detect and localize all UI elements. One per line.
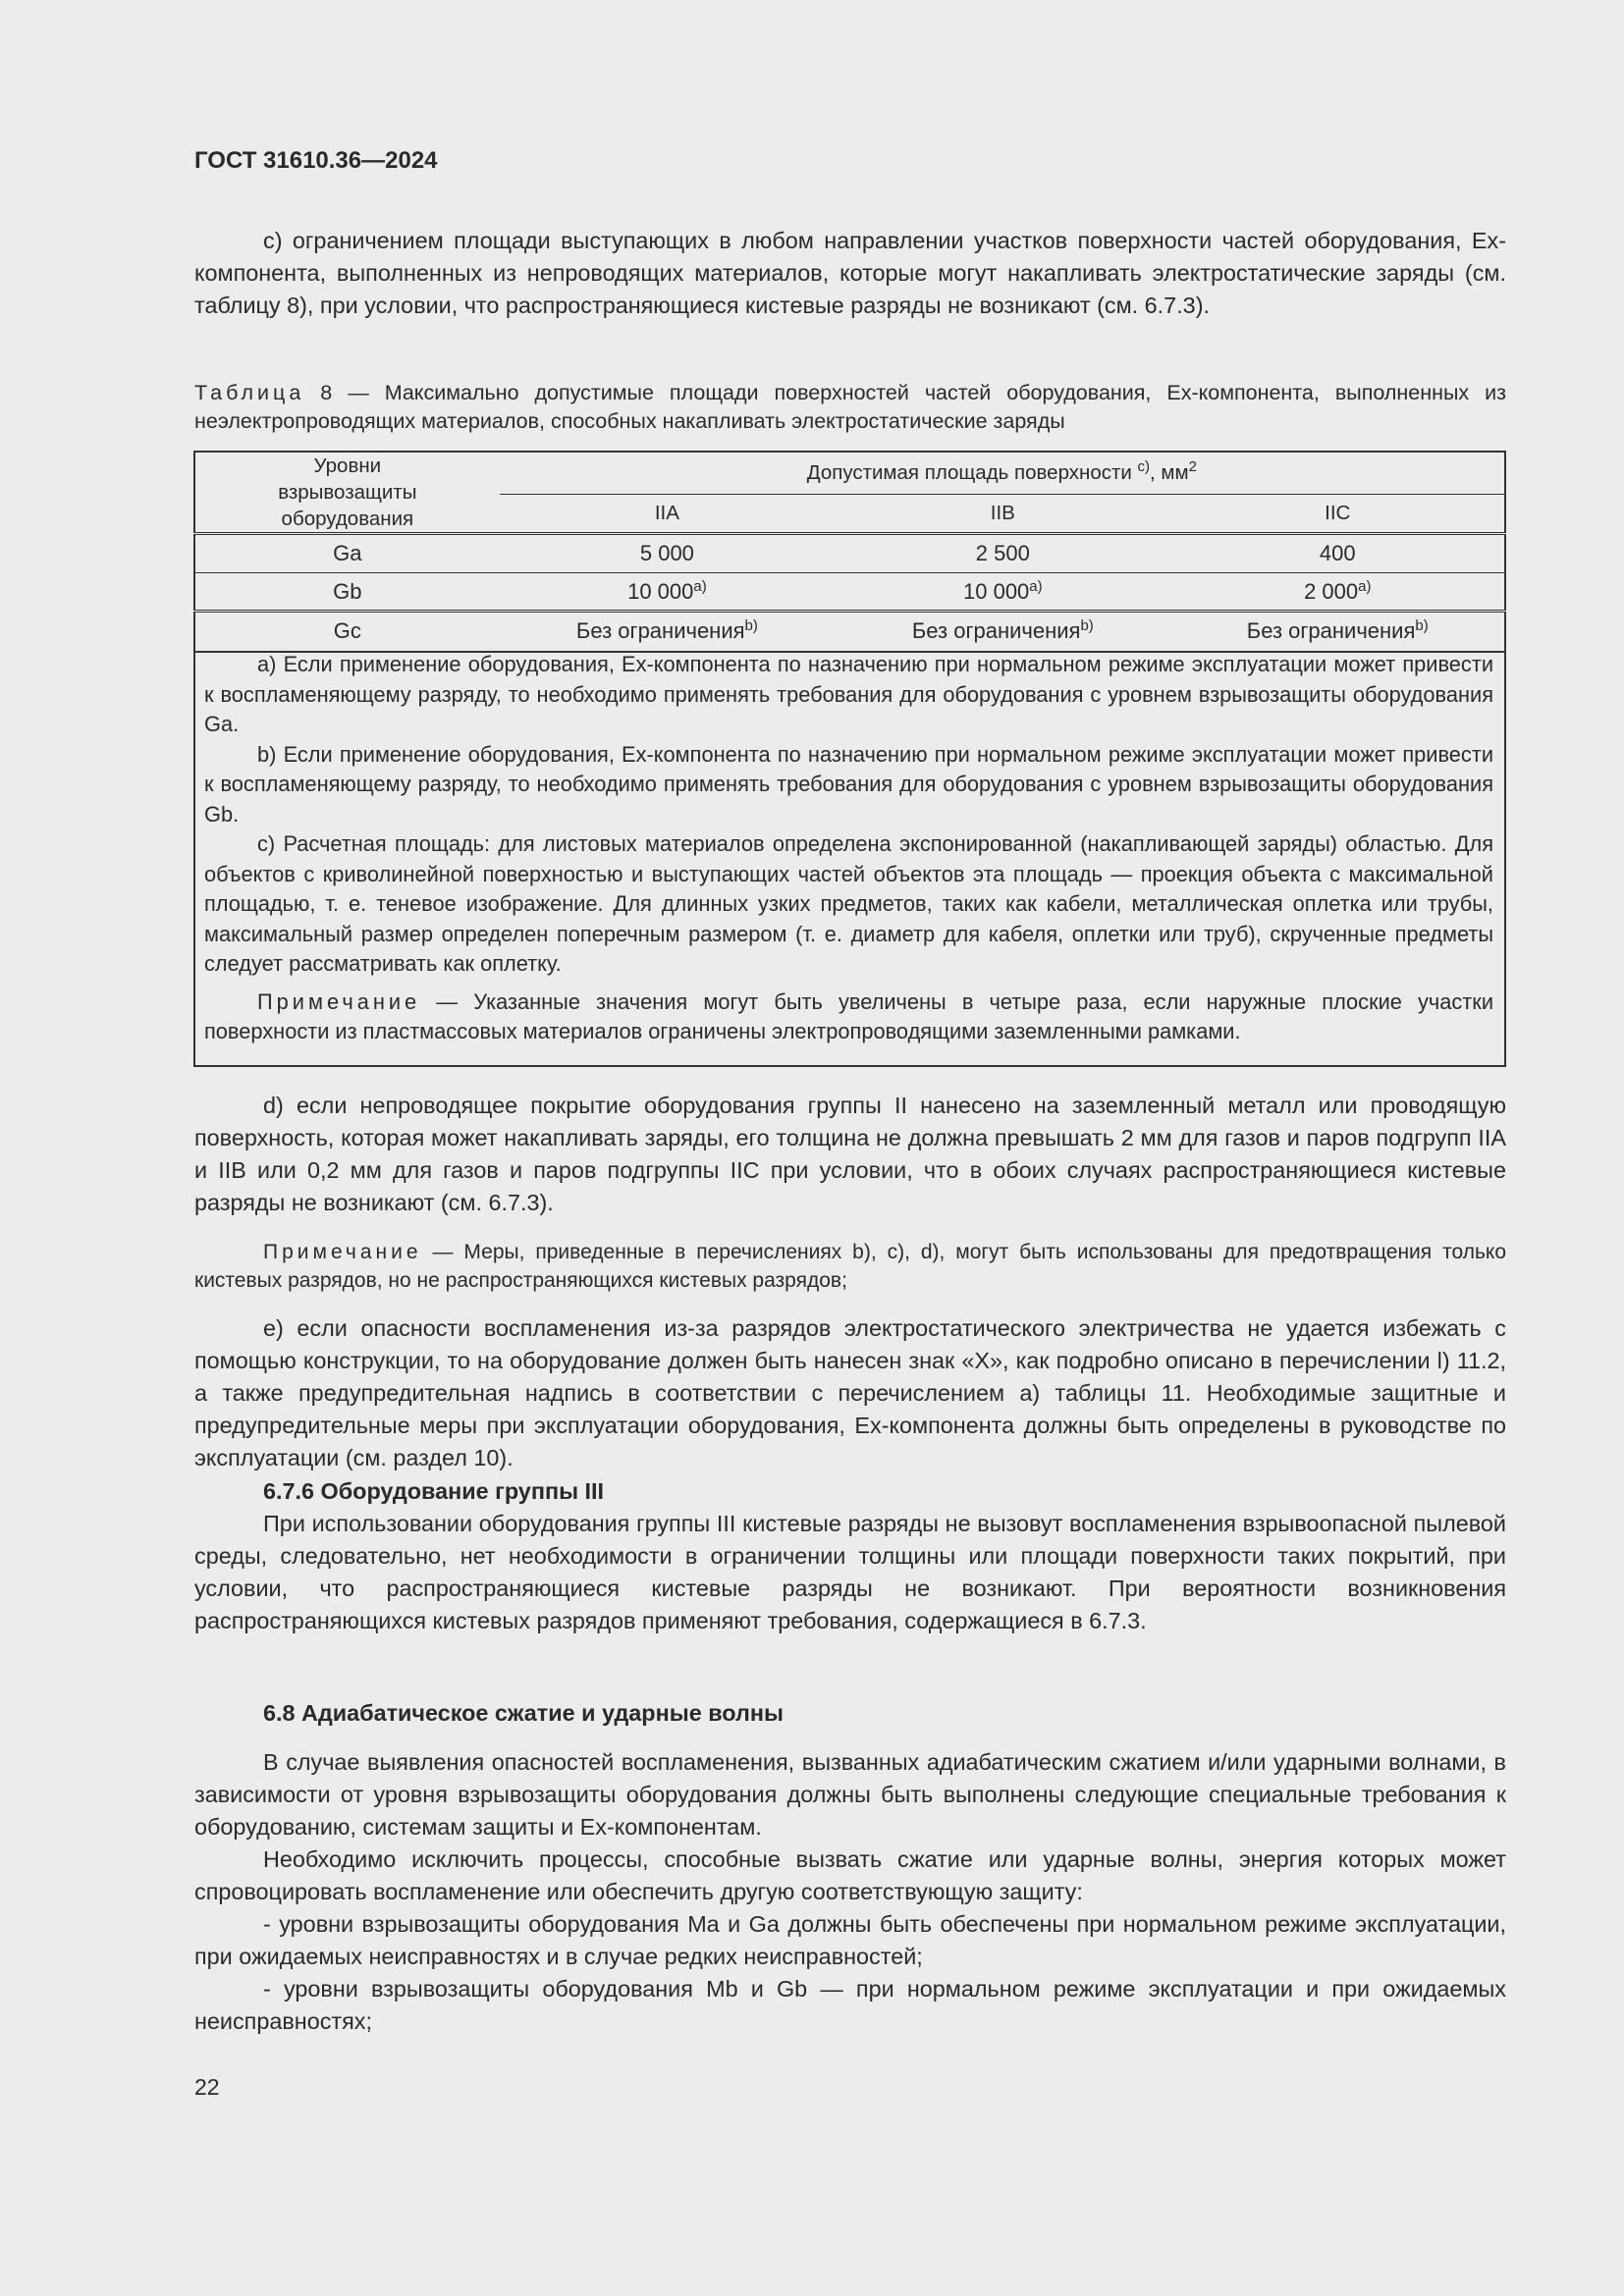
- subgroup-iic: IIC: [1325, 501, 1351, 524]
- table-header-level: [194, 452, 500, 534]
- value-cell: Без ограничения$^{b)}$: [500, 612, 835, 652]
- section-6-8-p1: В случае выявления опасностей воспламенения, вызванных адиабатическим сжатием и/или ударными волнами, в зависимости от уровня взрывозащиты оборудования должны быть выполнены следующие специальные требования к оборудованию, системам защиты и Ех-компонентам.: [194, 1749, 1506, 1840]
- section-6-7-6-text: При использовании оборудования группы III кистевые разряды не вызовут воспламенения взрывоопасной пылевой среды, следовательно, нет необходимости в ограничении толщины или площади поверхности таких покрытий, при условии, что распространяющиеся кистевые разряды не возникают. При вероятности возникновения распространяющихся кистевых разрядов применяют требования, содержащиеся в 6.7.3.: [194, 1511, 1506, 1633]
- value-cell: 2 500: [835, 534, 1170, 573]
- table-note: [204, 988, 1493, 1047]
- table-header-area: [500, 452, 1505, 494]
- note-d-label: Примечание: [263, 1241, 422, 1263]
- table-header-area-unit: , мм: [1150, 460, 1189, 484]
- level-cell: Ga: [194, 534, 500, 573]
- note-d-text: — Меры, приведенные в перечислениях b), c), d), могут быть использованы для предотвращения только кистевых разрядов, но не распространяющихся кистевых разрядов;: [194, 1241, 1506, 1292]
- document-header: ГОСТ 31610.36—2024: [194, 147, 438, 174]
- table-note-text: — Указанные значения могут быть увеличены в четыре раза, если наружные плоские участки поверхности из пластмассовых материалов ограничены электропроводящими заземленными рамками.: [204, 988, 1493, 1043]
- value-cell: 5 000: [500, 534, 835, 573]
- level-cell: Gc: [194, 612, 500, 652]
- value-cell: Без ограничения$^{b)}$: [1171, 612, 1505, 652]
- level-cell: Gb: [194, 573, 500, 612]
- table-caption-text: 8 — Максимально допустимые площади поверхностей частей оборудования, Ех-компонента, выполненных из неэлектропроводящих материалов, способных накапливать электростатические заряды: [194, 381, 1506, 433]
- table-note-label: Примечание: [257, 988, 421, 1014]
- section-6-7-6-title: 6.7.6 Оборудование группы III: [263, 1478, 605, 1504]
- table-header-area-unit-sup: 2: [1188, 457, 1197, 475]
- table-header-level-text: Уровни взрывозащиты оборудования: [278, 454, 417, 530]
- value-cell: 2 000$^{a)}$: [1171, 573, 1505, 612]
- paragraph-d: d) если непроводящее покрытие оборудования группы II нанесено на заземленный металл или проводящую поверхность, которая может накапливать заряды, его толщина не должна превышать 2 мм для газов и паров подгрупп IIA и IIB или 0,2 мм для газов и паров подгруппы IIC при условии, что в обоих случаях распространяющиеся кистевые разряды не возникают (см. 6.7.3).: [194, 1093, 1506, 1215]
- section-6-8-item2: - уровни взрывозащиты оборудования Mb и Gb — при нормальном режиме эксплуатации и при ожидаемых неисправностях;: [194, 1976, 1506, 2034]
- value-cell: Без ограничения$^{b)}$: [835, 612, 1170, 652]
- table-row: [194, 573, 1505, 612]
- table-caption-label: Таблица: [194, 381, 305, 404]
- value-cell: 400: [1171, 534, 1505, 573]
- section-6-8-item1: - уровни взрывозащиты оборудования Ma и Ga должны быть обеспечены при нормальном режиме эксплуатации, при ожидаемых неисправностях и в случае редких неисправностей;: [194, 1911, 1506, 1969]
- table-row: [194, 612, 1505, 652]
- footnote-a: a) Если применение оборудования, Ех-компонента по назначению при нормальном режиме эксплуатации может привести к воспламеняющему разряду, то необходимо применять требования для оборудования с уровнем взрывозащиты оборудования Ga.: [204, 652, 1493, 736]
- table-caption: [194, 379, 1506, 436]
- value-cell: 10 000$^{a)}$: [835, 573, 1170, 612]
- table-row: [194, 534, 1505, 573]
- page-number: 22: [194, 2074, 220, 2100]
- table-footnotes: [194, 647, 1503, 1059]
- table-header-area-sup: c): [1137, 457, 1151, 475]
- paragraph-c: c) ограничением площади выступающих в любом направлении участков поверхности частей оборудования, Ех-компонента, выполненных из непроводящих материалов, которые могут накапливать электростатические заряды (см. таблицу 8), при условии, что распространяющиеся кистевые разряды не возникают (см. 6.7.3).: [194, 228, 1506, 318]
- value-cell: 10 000$^{a)}$: [500, 573, 835, 612]
- subgroup-iia: IIA: [654, 501, 679, 524]
- section-6-8-p2: Необходимо исключить процессы, способные вызвать сжатие или ударные волны, энергия которых может спровоцировать воспламенение или обеспечить другую соответствующую защиту:: [194, 1846, 1506, 1904]
- subgroup-iib: IIB: [990, 501, 1015, 524]
- section-6-8-title: 6.8 Адиабатическое сжатие и ударные волны: [263, 1700, 784, 1726]
- paragraph-e: e) если опасности воспламенения из-за разрядов электростатического электричества не удается избежать с помощью конструкции, то на оборудование должен быть нанесен знак «X», как подробно описано в перечислении l) 11.2, а также предупредительная надпись в соответствии с перечислением a) таблицы 11. Необходимые защитные и предупредительные меры при эксплуатации оборудования, Ех-компонента должны быть определены в руководстве по эксплуатации (см. раздел 10).: [194, 1315, 1506, 1470]
- table-header-area-text: Допустимая площадь поверхности: [806, 460, 1132, 484]
- note-d: [194, 1238, 1506, 1295]
- footnote-b: b) Если применение оборудования, Ех-компонента по назначению при нормальном режиме эксплуатации может привести к воспламеняющему разряду, то необходимо применять требования для оборудования с уровнем взрывозащиты оборудования Gb.: [204, 741, 1493, 827]
- footnote-c: c) Расчетная площадь: для листовых материалов определена экспонированной (накапливающей заряды) областью. Для объектов с криволинейной поверхностью и выступающих частей объектов эта площадь — проекция объекта с максимальной площадью, т. е. теневое изображение. Для длинных узких предметов, таких как кабели, металлическая оплетка или трубы, максимальный размер определен поперечным размером (т. е. диаметр для кабеля, оплетки или труб), скрученные предметы следует рассматривать как оплетку.: [204, 831, 1493, 976]
